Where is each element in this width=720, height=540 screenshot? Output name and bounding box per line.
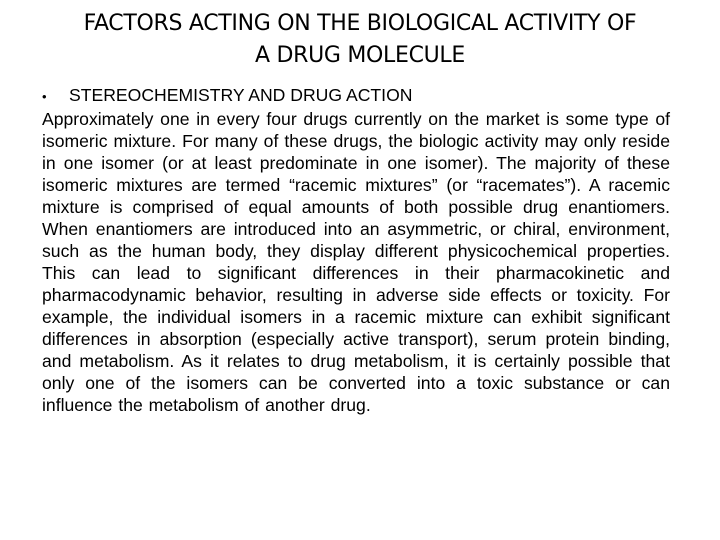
bullet-heading-row <box>42 84 670 108</box>
slide-title <box>30 8 690 72</box>
slide-title-line-1: FACTORS ACTING ON THE BIOLOGICAL ACTIVITY OF <box>83 11 637 36</box>
slide-title-line-2: A DRUG MOLECULE <box>255 43 465 68</box>
bullet-heading: STEREOCHEMISTRY AND DRUG ACTION <box>69 85 413 105</box>
slide-content <box>42 84 670 416</box>
body-paragraph: Approximately one in every four drugs currently on the market is some type of isomeric mixture. For many of these drugs, the biologic activity may only reside in one isomer (or at least predominate in one isomer). The majority of these isomeric mixtures are termed “racemic mixtures” (or “racemates”). A racemic mixture is comprised of equal amounts of both possible drug enantiomers. When enantiomers are introduced into an asymmetric, or chiral, environment, such as the human body, they display different physicochemical properties. This can lead to significant differences in their pharmacokinetic and pharmacodynamic behavior, resulting in adverse side effects or toxicity. For example, the individual isomers in a racemic mixture can exhibit significant differences in absorption (especially active transport), serum protein binding, and metabolism. As it relates to drug metabolism, it is certainly possible that only one of the isomers can be converted into a toxic substance or can influence the metabolism of another drug. <box>42 109 670 415</box>
bullet-icon: • <box>42 89 47 104</box>
